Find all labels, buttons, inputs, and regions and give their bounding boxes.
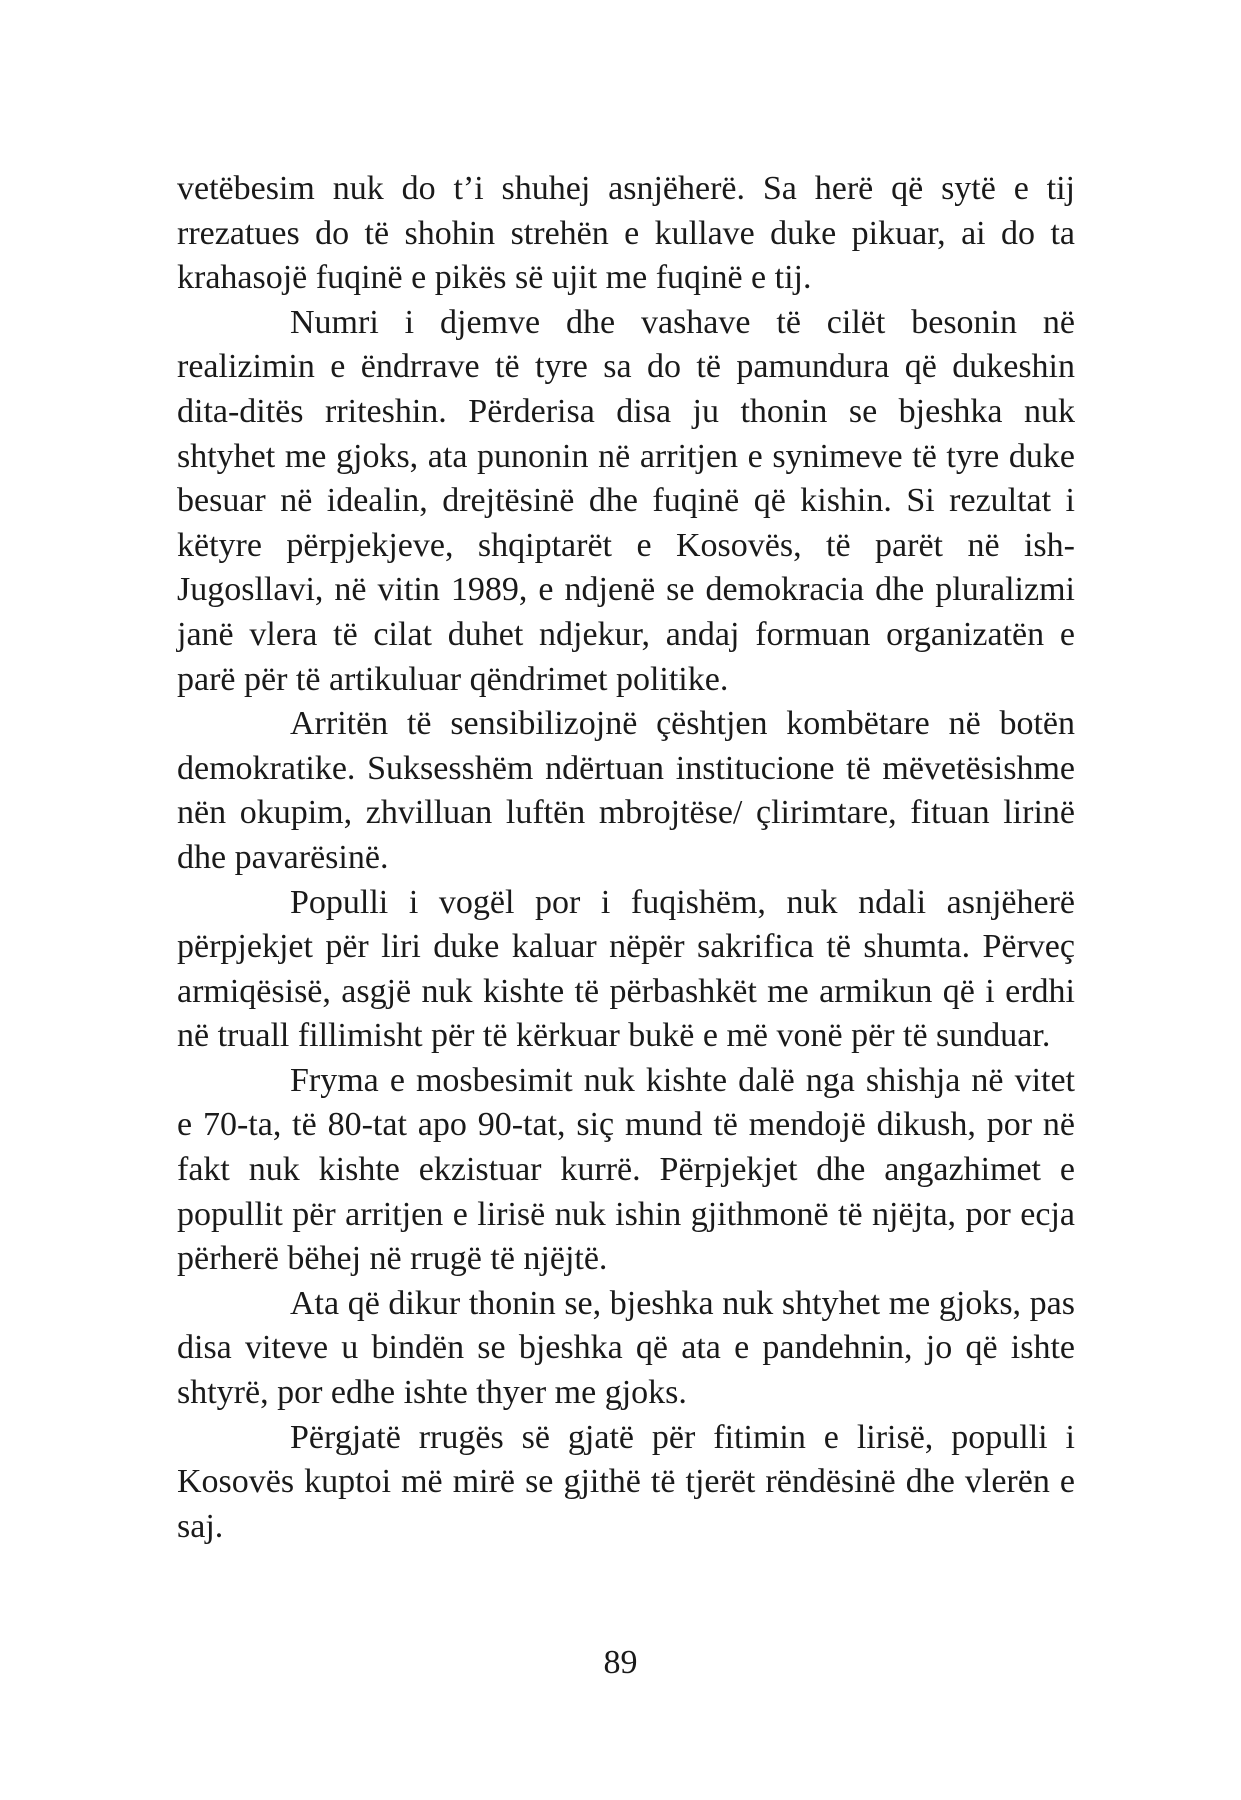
paragraph: Populli i vogël por i fuqishëm, nuk ndali asnjëherë përpjekjet për liri duke kaluar nëpër sakrifica të shumta. Përveç armiqësisë, asgjë nuk kishte të përbashkët me armikun që i erdhi në truall fillimisht për të kërkuar bukë e më vonë për të sunduar. [177,883,1075,1055]
page-number: 89 [603,1644,638,1681]
paragraph-continued: vetëbesim nuk do t’i shuhej asnjëherë. Sa herë që sytë e tij rrezatues do të shohin strehën e kullave duke pikuar, ai do ta krahasojë fuqinë e pikës së ujit me fuqinë e tij. [177,170,1075,297]
body-text [177,167,1075,1549]
paragraph: Arritën të sensibilizojnë çështjen kombëtare në botën demokratike. Suksesshëm ndërtuan institucione të mëvetësishme nën okupim, zhvilluan luftën mbrojtëse/ çlirimtare, fituan lirinë dhe pavarësinë. [177,705,1075,876]
paragraph: Numri i djemve dhe vashave të cilët besonin në realizimin e ëndrrave të tyre sa do të pamundura që dukeshin dita-ditës rriteshin. Përderisa disa ju thonin se bjeshka nuk shtyhet me gjoks, ata punonin në arritjen e synimeve të tyre duke besuar në idealin, drejtësinë dhe fuqinë që kishin. Si rezultat i këtyre përpjekjeve, shqiptarët e Kosovës, të parët në ish-Jugosllavi, në vitin 1989, e ndjenë se demokracia dhe pluralizmi janë vlera të cilat duhet ndjekur, andaj formuan organizatën e parë për të artikuluar qëndrimet politike. [177,303,1075,698]
paragraph: Përgjatë rrugës së gjatë për fitimin e lirisë, populli i Kosovës kuptoi më mirë se gjithë të tjerët rëndësinë dhe vlerën e saj. [177,1418,1075,1545]
paragraph: Fryma e mosbesimit nuk kishte dalë nga shishja në vitet e 70-ta, të 80-tat apo 90-tat, siç mund të mendojë dikush, por në fakt nuk kishte ekzistuar kurrë. Përpjekjet dhe angazhimet e popullit për arritjen e lirisë nuk ishin gjithmonë të njëjta, por ecja përherë bëhej në rrugë të njëjtë. [177,1061,1075,1278]
paragraph: Ata që dikur thonin se, bjeshka nuk shtyhet me gjoks, pas disa viteve u bindën se bjeshka që ata e pandehnin, jo që ishte shtyrë, por edhe ishte thyer me gjoks. [177,1284,1075,1412]
